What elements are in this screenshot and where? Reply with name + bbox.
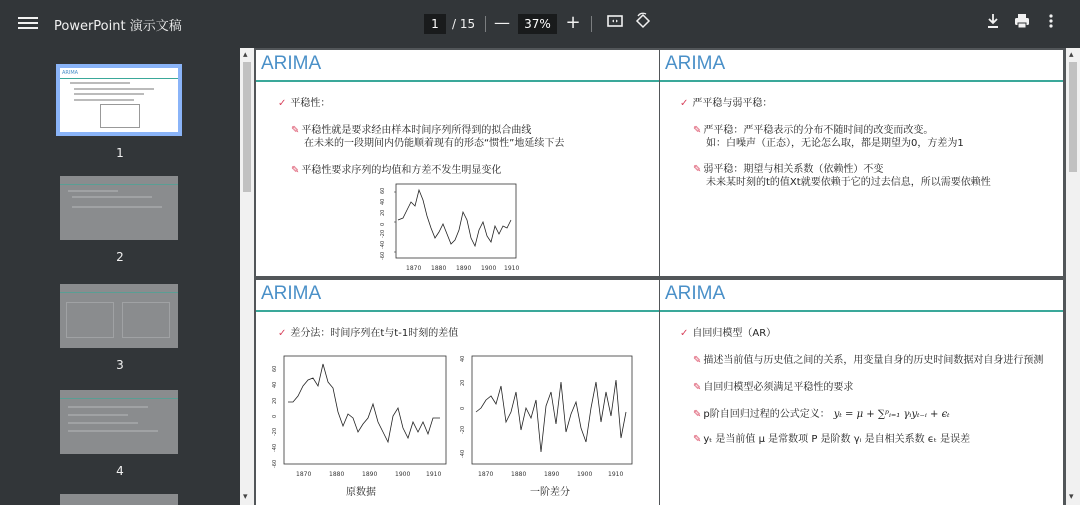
document-scrollbar[interactable]	[1066, 48, 1080, 505]
y-tick-label: 20	[460, 379, 466, 386]
thumbnail-sidebar	[0, 48, 240, 505]
y-tick-label: -40	[380, 240, 386, 249]
check-icon: ✓	[278, 98, 287, 109]
bullet-item: 在未来的一段期间内仍能顺着现有的形态“惯性”地延续下去	[304, 138, 565, 149]
bullet-item: ✎ yₜ 是当前值 μ 是常数项 P 是阶数 γᵢ 是自相关系数 ϵₜ 是误差	[693, 434, 971, 445]
x-tick-label: 1890	[456, 265, 472, 272]
thumbnail-label-1: 1	[116, 146, 124, 160]
slide-2	[660, 50, 1063, 276]
current-page-input[interactable]: 1	[424, 14, 446, 34]
chart-label-difference: 一阶差分	[530, 487, 570, 498]
x-tick-label: 1880	[431, 265, 447, 272]
pencil-icon: ✎	[291, 125, 300, 136]
page-indicator	[424, 14, 475, 34]
y-tick-label: 60	[380, 187, 386, 194]
print-icon[interactable]	[1012, 12, 1032, 36]
bullet-heading: ✓ 差分法：时间序列在t与t-1时刻的差值	[278, 328, 459, 339]
y-tick-label: 60	[272, 365, 278, 372]
bullet-item: ✎ 弱平稳：期望与相关系数（依赖性）不变	[693, 164, 884, 175]
x-tick-label: 1890	[362, 471, 378, 478]
x-tick-label: 1900	[481, 265, 497, 272]
download-icon[interactable]	[984, 12, 1002, 36]
scroll-up-icon[interactable]: ▴	[243, 50, 248, 60]
check-icon: ✓	[278, 328, 287, 339]
title-divider	[660, 310, 1063, 312]
y-tick-label: 20	[272, 397, 278, 404]
slide-3	[256, 280, 659, 505]
scroll-down-icon[interactable]: ▾	[243, 492, 248, 502]
document-scroll-thumb[interactable]	[1069, 62, 1077, 172]
x-tick-label: 1910	[608, 471, 624, 478]
y-tick-label: 40	[460, 355, 466, 362]
rotate-icon[interactable]	[633, 12, 653, 36]
zoom-in-button[interactable]: +	[565, 12, 581, 33]
sidebar-scroll-thumb[interactable]	[243, 62, 251, 192]
y-tick-label: -20	[380, 229, 386, 238]
check-icon: ✓	[680, 328, 689, 339]
pencil-icon: ✎	[693, 409, 702, 420]
slide-title: ARIMA	[665, 283, 726, 304]
y-tick-label: 0	[380, 222, 386, 226]
x-tick-label: 1880	[511, 471, 527, 478]
x-tick-label: 1900	[395, 471, 411, 478]
sidebar-scrollbar[interactable]	[240, 48, 254, 505]
x-tick-label: 1870	[406, 265, 422, 272]
x-tick-label: 1910	[504, 265, 520, 272]
pencil-icon: ✎	[693, 125, 702, 136]
x-tick-label: 1870	[296, 471, 312, 478]
slide-4	[660, 280, 1063, 505]
bullet-heading: ✓ 严平稳与弱平稳：	[680, 98, 773, 109]
document-title: PowerPoint 演示文稿	[54, 19, 182, 34]
pencil-icon: ✎	[693, 382, 702, 393]
y-tick-label: -20	[272, 427, 278, 436]
thumbnail-page-4[interactable]	[60, 390, 178, 454]
bullet-heading: ✓ 平稳性：	[278, 98, 331, 109]
bullet-item: ✎ 自回归模型必须满足平稳性的要求	[693, 382, 854, 393]
bullet-item: 未来某时刻的t的值Xt就要依赖于它的过去信息，所以需要依赖性	[706, 177, 991, 188]
zoom-out-button[interactable]: —	[494, 13, 510, 32]
document-viewer	[254, 48, 1066, 505]
x-tick-label: 1910	[426, 471, 442, 478]
more-actions-icon[interactable]	[1044, 12, 1058, 36]
y-tick-label: 40	[380, 198, 386, 205]
y-tick-label: -60	[272, 459, 278, 468]
pencil-icon: ✎	[693, 164, 702, 175]
x-tick-label: 1890	[544, 471, 560, 478]
x-tick-label: 1870	[478, 471, 494, 478]
y-tick-label: 40	[272, 381, 278, 388]
bullet-item: ✎ p阶自回归过程的公式定义： yₜ = μ + ∑ᵖᵢ₌₁ γᵢyₜ₋ᵢ + ϵₜ	[693, 409, 950, 420]
x-tick-label: 1900	[577, 471, 593, 478]
thumbnail-page-1[interactable]: ARIMA	[56, 64, 182, 136]
bullet-item: ✎ 平稳性要求序列的均值和方差不发生明显变化	[291, 165, 502, 176]
y-tick-label: -40	[460, 449, 466, 458]
slide-title: ARIMA	[261, 53, 322, 74]
title-divider	[660, 80, 1063, 82]
separator	[591, 16, 592, 32]
chart-label-original: 原数据	[346, 487, 376, 498]
toolbar	[0, 0, 1080, 48]
slide-title: ARIMA	[261, 283, 322, 304]
zoom-input[interactable]: 37%	[518, 14, 557, 34]
menu-icon[interactable]	[18, 14, 38, 34]
ar-formula: yₜ = μ + ∑ᵖᵢ₌₁ γᵢyₜ₋ᵢ + ϵₜ	[833, 409, 950, 420]
y-tick-label: 0	[272, 414, 278, 418]
title-divider	[256, 310, 659, 312]
original-data-chart	[256, 352, 456, 498]
y-tick-label: 20	[380, 209, 386, 216]
x-tick-label: 1880	[329, 471, 345, 478]
slide-title: ARIMA	[665, 53, 726, 74]
y-tick-label: -40	[272, 443, 278, 452]
scroll-down-icon[interactable]: ▾	[1069, 492, 1074, 502]
thumbnail-page-5[interactable]	[60, 494, 178, 505]
slide-1	[256, 50, 659, 276]
thumbnail-label-4: 4	[116, 464, 124, 478]
bullet-item: ✎ 描述当前值与历史值之间的关系，用变量自身的历史时间数据对自身进行预测	[693, 355, 1044, 366]
bullet-item: ✎ 严平稳：严平稳表示的分布不随时间的改变而改变。	[693, 125, 934, 136]
bullet-heading: ✓ 自回归模型（AR）	[680, 328, 777, 339]
thumbnail-page-3[interactable]	[60, 284, 178, 348]
pencil-icon: ✎	[693, 434, 702, 445]
time-series-chart	[376, 182, 526, 274]
total-pages: / 15	[452, 17, 476, 31]
title-divider	[256, 80, 659, 82]
y-tick-label: -20	[460, 425, 466, 434]
bullet-item: ✎ 平稳性就是要求经由样本时间序列所得到的拟合曲线	[291, 125, 532, 136]
thumbnail-label-2: 2	[116, 250, 124, 264]
scroll-up-icon[interactable]: ▴	[1069, 50, 1074, 60]
separator	[485, 16, 486, 32]
pencil-icon: ✎	[693, 355, 702, 366]
y-tick-label: -60	[380, 251, 386, 260]
fit-page-icon[interactable]	[605, 12, 625, 36]
y-tick-label: 0	[460, 406, 466, 410]
pencil-icon: ✎	[291, 165, 300, 176]
bullet-item: 如：白噪声（正态），无论怎么取，都是期望为0，方差为1	[706, 138, 964, 149]
thumbnail-page-2[interactable]	[60, 176, 178, 240]
first-difference-chart	[456, 352, 656, 498]
thumbnail-label-3: 3	[116, 358, 124, 372]
check-icon: ✓	[680, 98, 689, 109]
